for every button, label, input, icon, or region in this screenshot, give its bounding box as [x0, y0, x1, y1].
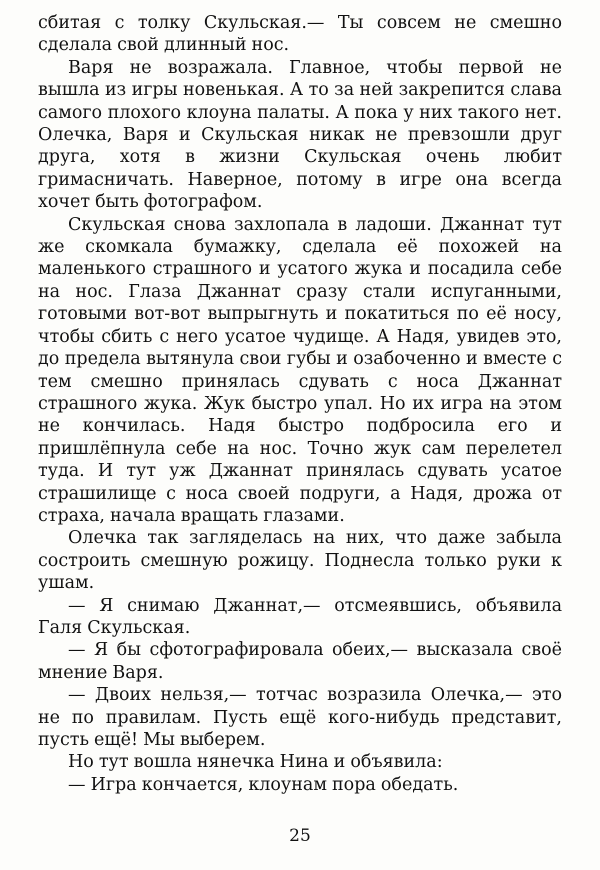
dialogue-nina: — Игра кончается, клоунам пора обедать. — [68, 774, 459, 795]
dialogue-olechka: — Двоих нельзя,— тотчас возразила Олечка,— это не по правилам. Пусть ещё кого-нибудь представит, пусть ещё! Мы выберем. — [38, 685, 562, 750]
paragraph-continuation: сбитая с толку Скульская.— Ты совсем не смешно сделала свой длинный нос. — [38, 13, 562, 56]
dialogue-skulskaya: — Я снимаю Джаннат,— отсмеявшись, объявила Галя Скульская. — [38, 595, 562, 638]
dialogue-varya: — Я бы сфотографировала обеих,— высказала своё мнение Варя. — [38, 640, 562, 683]
page-text — [38, 12, 562, 796]
page-number: 25 — [289, 826, 311, 846]
paragraph-nina-enters: Но тут вошла нянечка Нина и объявила: — [68, 752, 443, 773]
paragraph-bug-game: Скульская снова захлопала в ладоши. Джаннат тут же скомкала бумажку, сделала её похожей на маленького страшного и усатого жука и посадила себе на нос. Глаза Джаннат сразу стали испуганными, готовыми вот-вот выпрыгнуть и покатиться по её носу, чтобы сбить с него усатое чудище. А Надя, увидев это, до предела вытянула свои губы и озабоченно и вместе с тем смешно принялась сдувать с носа Джаннат страшного жука. Жук быстро упал. Но их игра на этом не кончилась. Надя быстро подбросила его и пришлёпнула себе на нос. Точно жук сам перелетел туда. И тут уж Джаннат принялась сдувать усатое страшилище с носа своей подруги, а Надя, дрожа от страха, начала вращать глазами. — [38, 214, 562, 526]
paragraph-olechka: Олечка так загляделась на них, что даже забыла состроить смешную рожицу. Поднесла только руки к ушам. — [38, 528, 562, 594]
paragraph-varya: Варя не возражала. Главное, чтобы первой не вышла из игры новенькая. А то за ней закрепится слава самого плохого клоуна палаты. А пока у них такого нет. Олечка, Варя и Скульская никак не превзошли друг друга, хотя в жизни Скульская очень любит гримасничать. Наверное, потому в игре она всегда хочет быть фотографом. — [38, 57, 562, 213]
